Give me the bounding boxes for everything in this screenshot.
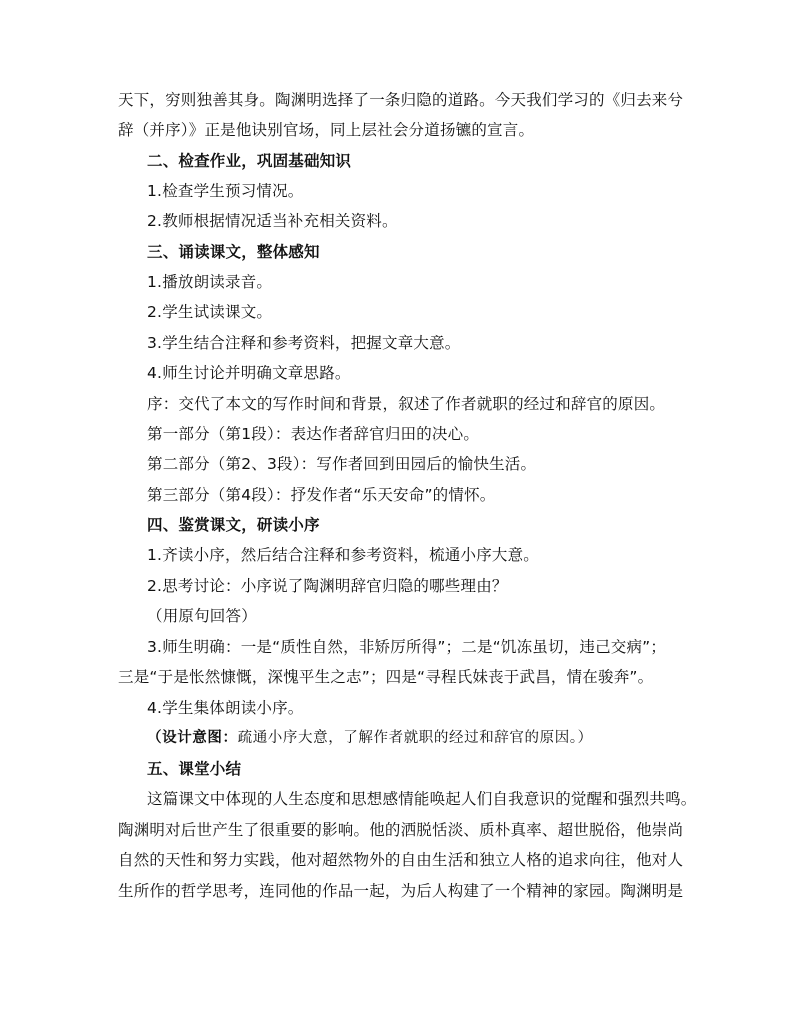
paragraph-line: 陶渊明对后世产生了很重要的影响。他的洒脱恬淡、质朴真率、超世脱俗，他崇尚 [118, 821, 684, 839]
design-intent-text: 疏通小序大意，了解作者就职的经过和辞官的原因。） [237, 730, 593, 746]
list-item: 1.检查学生预习情况。 [147, 182, 304, 200]
list-item: 4.师生讨论并明确文章思路。 [147, 364, 351, 382]
paragraph-line: 辞（并序）》正是他诀别官场，同上层社会分道扬镳的宣言。 [118, 121, 535, 139]
paragraph-line: 生所作的哲学思考，连同他的作品一起，为后人构建了一个精神的家园。陶渊明是 [118, 882, 684, 900]
list-item: 1.齐读小序，然后结合注释和参考资料，梳通小序大意。 [147, 546, 539, 564]
design-intent-label: （设计意图： [147, 729, 238, 746]
section-heading: 三、诵读课文，整体感知 [147, 243, 320, 261]
list-item: 2.教师根据情况适当补充相关资料。 [147, 212, 398, 230]
paragraph-line: 第三部分（第4段）：抒发作者“乐天安命”的情怀。 [147, 486, 496, 504]
paragraph-line: 三是“于是怅然慷慨，深愧平生之志”；四是“寻程氏妹丧于武昌，情在骏奔”。 [118, 668, 654, 686]
list-item: 2.思考讨论：小序说了陶渊明辞官归隐的哪些理由？ [147, 577, 508, 595]
design-intent-line [147, 723, 717, 753]
paragraph-line: 天下，穷则独善其身。陶渊明选择了一条归隐的道路。今天我们学习的《归去来兮 [118, 91, 684, 109]
paragraph-line: 这篇课文中体现的人生态度和思想感情能唤起人们自我意识的觉醒和强烈共鸣。 [147, 790, 697, 808]
paragraph-line: 序：交代了本文的写作时间和背景，叙述了作者就职的经过和辞官的原因。 [147, 395, 666, 413]
section-heading: 四、鉴赏课文，研读小序 [147, 516, 320, 534]
list-item: 1.播放朗读录音。 [147, 273, 273, 291]
paragraph-line: 第一部分（第1段）：表达作者辞官归田的决心。 [147, 425, 480, 443]
list-item: 3.师生明确：一是“质性自然，非矫厉所得”；二是“饥冻虽切，违己交病”； [147, 638, 667, 656]
list-item: 3.学生结合注释和参考资料，把握文章大意。 [147, 334, 461, 352]
list-item: 4.学生集体朗读小序。 [147, 699, 304, 717]
section-heading: 五、课堂小结 [147, 760, 242, 778]
list-item: 2.学生试读课文。 [147, 303, 273, 321]
paragraph-line: 第二部分（第2、3段）：写作者回到田园后的愉快生活。 [147, 455, 537, 473]
section-heading: 二、检查作业，巩固基础知识 [147, 152, 352, 170]
paragraph-line: （用原句回答） [147, 607, 257, 625]
paragraph-line: 自然的天性和努力实践，他对超然物外的自由生活和独立人格的追求向往，他对人 [118, 851, 684, 869]
